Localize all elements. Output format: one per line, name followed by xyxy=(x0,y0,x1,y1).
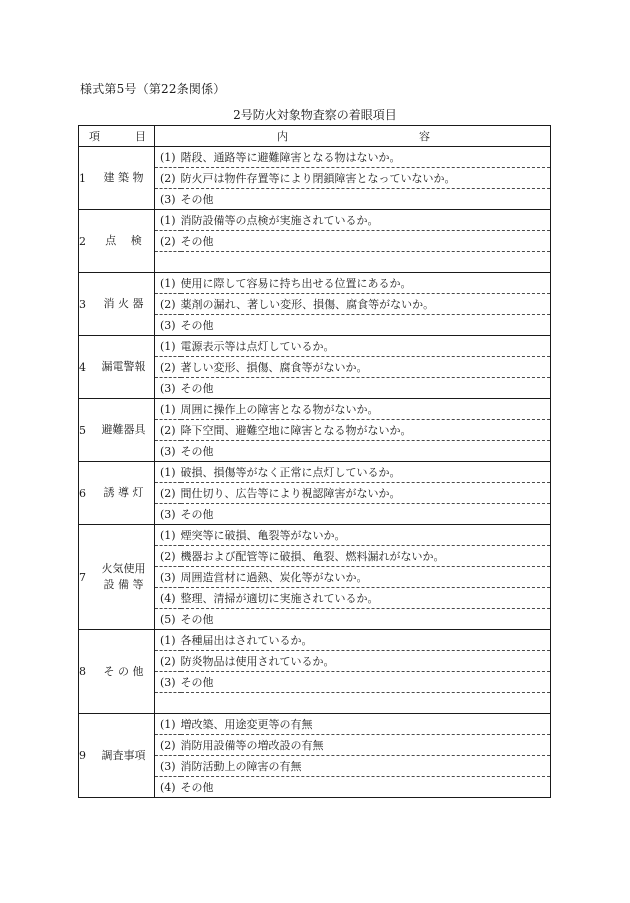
row-content: 消防設備等の点検が実施されているか。 xyxy=(181,210,551,231)
item-cell xyxy=(79,462,155,525)
row-number: (2) xyxy=(155,735,181,756)
row-content: その他 xyxy=(181,231,551,252)
form-label: 様式第5号（第22条関係） xyxy=(80,82,226,96)
row-number: (2) xyxy=(155,357,181,378)
item-cell xyxy=(79,399,155,462)
item-number: 3 xyxy=(79,297,86,311)
row-number: (3) xyxy=(155,441,181,462)
row-number: (4) xyxy=(155,777,181,798)
row-content: 増改築、用途変更等の有無 xyxy=(181,714,551,735)
item-name: そ の 他 xyxy=(103,664,144,678)
row-number: (2) xyxy=(155,294,181,315)
item-cell xyxy=(79,630,155,714)
row-number: (1) xyxy=(155,399,181,420)
row-content: 階段、通路等に避難障害となる物はないか。 xyxy=(181,147,551,168)
row-number: (1) xyxy=(155,714,181,735)
row-content: 電源表示等は点灯しているか。 xyxy=(181,336,551,357)
row-content: その他 xyxy=(181,672,551,693)
row-content: その他 xyxy=(181,504,551,525)
row-number: (3) xyxy=(155,378,181,399)
row-number: (2) xyxy=(155,651,181,672)
table-row xyxy=(79,210,551,231)
item-name xyxy=(93,561,154,593)
item-name: 建 築 物 xyxy=(103,171,144,184)
row-content: 使用に際して容易に持ち出せる位置にあるか。 xyxy=(181,273,551,294)
row-content: 周囲に操作上の障害となる物がないか。 xyxy=(181,399,551,420)
row-number xyxy=(155,252,181,273)
row-content xyxy=(181,693,551,714)
row-number: (3) xyxy=(155,567,181,588)
row-number: (2) xyxy=(155,546,181,567)
row-content: その他 xyxy=(181,441,551,462)
row-number: (2) xyxy=(155,168,181,189)
header-item-cell xyxy=(79,126,155,147)
item-name: 点 検 xyxy=(105,234,142,247)
row-number: (3) xyxy=(155,672,181,693)
document-title: 2号防火対象物査察の着眼項目 xyxy=(233,108,397,122)
row-number: (1) xyxy=(155,336,181,357)
table-row xyxy=(79,399,551,420)
row-content: 整理、清掃が適切に実施されているか。 xyxy=(181,588,551,609)
table-row xyxy=(79,525,551,546)
item-name: 避難器具 xyxy=(101,423,146,436)
row-content: その他 xyxy=(181,378,551,399)
item-name-line-1: 火気使用 xyxy=(101,562,146,575)
header-item-left: 項 xyxy=(89,130,100,143)
table-row xyxy=(79,714,551,735)
item-number: 2 xyxy=(79,234,86,248)
item-name: 消 火 器 xyxy=(103,297,144,310)
item-number: 5 xyxy=(79,423,86,437)
item-number: 9 xyxy=(79,749,86,762)
table-row xyxy=(79,630,551,651)
row-content: 薬剤の漏れ、著しい変形、損傷、腐食等がないか。 xyxy=(181,294,551,315)
row-number: (1) xyxy=(155,525,181,546)
item-name: 漏電警報 xyxy=(101,360,146,373)
row-number: (2) xyxy=(155,483,181,504)
item-name: 誘 導 灯 xyxy=(103,486,144,499)
row-content: 著しい変形、損傷、腐食等がないか。 xyxy=(181,357,551,378)
row-number: (3) xyxy=(155,756,181,777)
row-number: (1) xyxy=(155,147,181,168)
item-cell xyxy=(79,210,155,273)
row-content: 防火戸は物件存置等により閉鎖障害となっていないか。 xyxy=(181,168,551,189)
row-number xyxy=(155,693,181,714)
row-number: (5) xyxy=(155,609,181,630)
item-name: 調査事項 xyxy=(101,748,146,762)
row-content: 消防用設備等の増改設の有無 xyxy=(181,735,551,756)
row-content: 周囲造営材に過熱、炭化等がないか。 xyxy=(181,567,551,588)
row-content: 煙突等に破損、亀裂等がないか。 xyxy=(181,525,551,546)
row-content: 間仕切り、広告等により視認障害がないか。 xyxy=(181,483,551,504)
row-content: 機器および配管等に破損、亀裂、燃料漏れがないか。 xyxy=(181,546,551,567)
header-content-right: 容 xyxy=(419,130,430,143)
row-number: (1) xyxy=(155,630,181,651)
row-content xyxy=(181,252,551,273)
item-name-line-2: 設 備 等 xyxy=(103,578,144,591)
item-cell xyxy=(79,147,155,210)
row-content: 破損、損傷等がなく正常に点灯しているか。 xyxy=(181,462,551,483)
item-cell xyxy=(79,336,155,399)
row-number: (1) xyxy=(155,210,181,231)
row-content: 降下空間、避難空地に障害となる物がないか。 xyxy=(181,420,551,441)
item-number: 8 xyxy=(79,665,86,678)
row-number: (2) xyxy=(155,420,181,441)
row-number: (4) xyxy=(155,588,181,609)
header-content-cell xyxy=(155,126,551,147)
item-number: 1 xyxy=(79,171,86,185)
row-number: (3) xyxy=(155,315,181,336)
header-item-right: 目 xyxy=(135,130,146,143)
inspection-checklist-table xyxy=(78,125,551,798)
row-content: その他 xyxy=(181,609,551,630)
item-cell xyxy=(79,525,155,630)
item-number: 7 xyxy=(79,570,86,584)
row-content: 消防活動上の障害の有無 xyxy=(181,756,551,777)
row-number: (3) xyxy=(155,189,181,210)
row-content: 各種届出はされているか。 xyxy=(181,630,551,651)
row-content: その他 xyxy=(181,189,551,210)
row-number: (3) xyxy=(155,504,181,525)
table-row xyxy=(79,336,551,357)
item-number: 4 xyxy=(79,360,86,374)
table-row xyxy=(79,147,551,168)
row-number: (1) xyxy=(155,462,181,483)
header-content-left: 内 xyxy=(277,130,288,143)
table-header-row xyxy=(79,126,551,147)
row-number: (2) xyxy=(155,231,181,252)
item-cell xyxy=(79,714,155,798)
row-number: (1) xyxy=(155,273,181,294)
table-row xyxy=(79,273,551,294)
row-content: 防炎物品は使用されているか。 xyxy=(181,651,551,672)
row-content: その他 xyxy=(181,777,551,798)
item-cell xyxy=(79,273,155,336)
table-row xyxy=(79,462,551,483)
item-number: 6 xyxy=(79,486,86,500)
row-content: その他 xyxy=(181,315,551,336)
